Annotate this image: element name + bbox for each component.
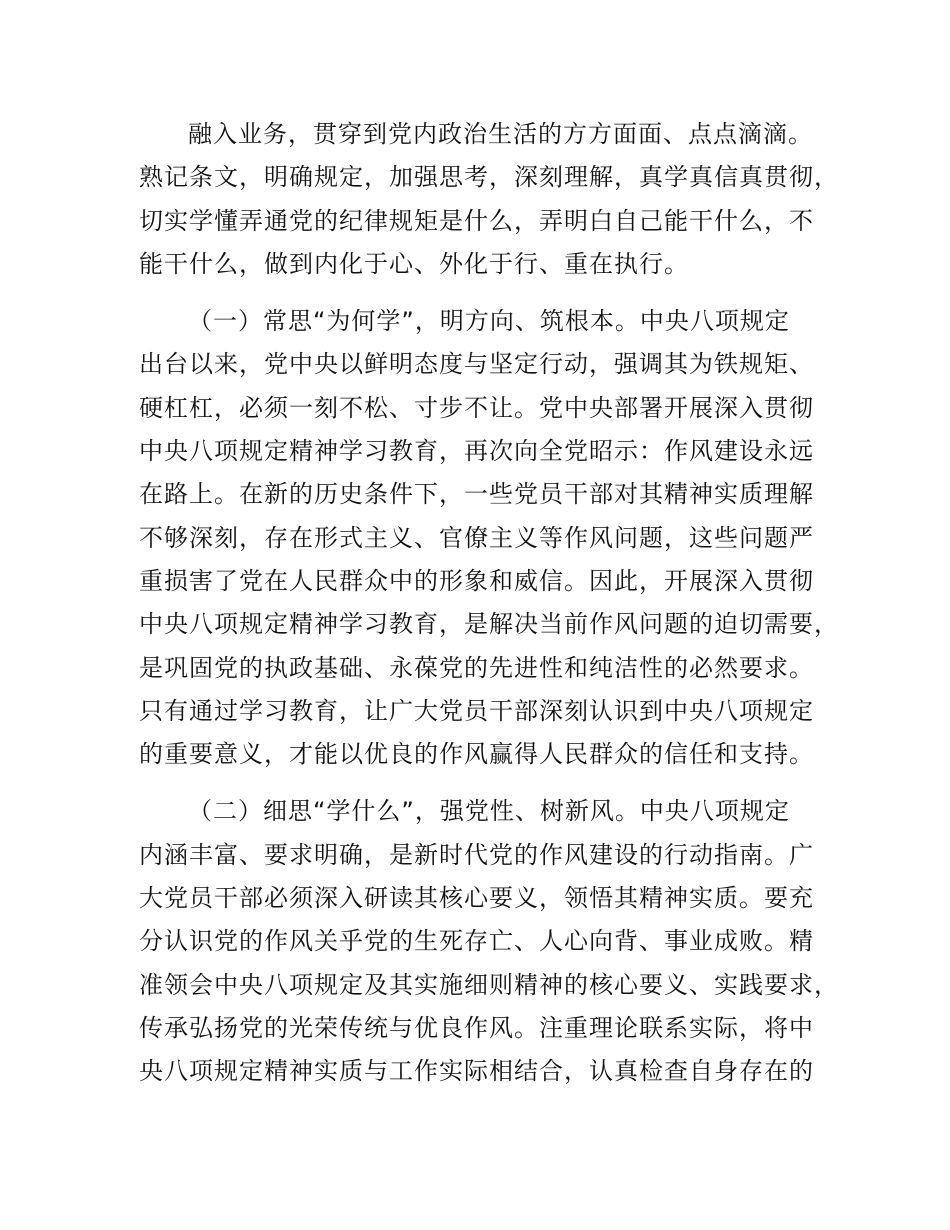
text-line: 内涵丰富、要求明确，是新时代党的作风建设的行动指南。广 — [139, 840, 814, 869]
text-line: 能干什么，做到内化于心、外化于行、重在执行。 — [139, 249, 689, 278]
text-line: 中央八项规定精神学习教育，是解决当前作风问题的迫切需要， — [139, 610, 839, 639]
text-line: 央八项规定精神实质与工作实际相结合，认真检查自身存在的 — [139, 1057, 814, 1086]
text-line: 切实学懂弄通党的纪律规矩是什么，弄明白自己能干什么，不 — [139, 206, 814, 235]
text-line: 重损害了党在人民群众中的形象和威信。因此，开展深入贯彻 — [139, 566, 814, 595]
text-line: 准领会中央八项规定及其实施细则精神的核心要义、实践要求， — [139, 970, 839, 999]
text-line: 大党员干部必须深入研读其核心要义，领悟其精神实质。要充 — [139, 884, 814, 913]
text-line: 分认识党的作风关乎党的生死存亡、人心向背、事业成败。精 — [139, 927, 814, 956]
document-page — [139, 113, 859, 1108]
text-line: 在路上。在新的历史条件下，一些党员干部对其精神实质理解 — [139, 480, 814, 509]
paragraph-1 — [139, 113, 859, 286]
text-line: 不够深刻，存在形式主义、官僚主义等作风问题，这些问题严 — [139, 523, 814, 552]
text-line: 只有通过学习教育，让广大党员干部深刻认识到中央八项规定 — [139, 696, 814, 725]
text-line: 熟记条文，明确规定，加强思考，深刻理解，真学真信真贯彻， — [139, 163, 839, 192]
text-line: （一）常思“为何学”，明方向、筑根本。中央八项规定 — [188, 307, 790, 336]
text-line: 是巩固党的执政基础、永葆党的先进性和纯洁性的必然要求。 — [139, 653, 814, 682]
text-line: 传承弘扬党的光荣传统与优良作风。注重理论联系实际，将中 — [139, 1013, 814, 1042]
text-line: 硬杠杠，必须一刻不松、寸步不让。党中央部署开展深入贯彻 — [139, 393, 814, 422]
paragraph-2 — [139, 300, 859, 776]
text-line: （二）细思“学什么”，强党性、树新风。中央八项规定 — [188, 797, 790, 826]
text-line: 出台以来，党中央以鲜明态度与坚定行动，强调其为铁规矩、 — [139, 350, 814, 379]
text-line: 的重要意义，才能以优良的作风赢得人民群众的信任和支持。 — [139, 740, 814, 769]
text-line: 融入业务，贯穿到党内政治生活的方方面面、点点滴滴。 — [188, 120, 813, 148]
text-line: 中央八项规定精神学习教育，再次向全党昭示：作风建设永远 — [139, 437, 814, 466]
paragraph-3 — [139, 790, 859, 1093]
